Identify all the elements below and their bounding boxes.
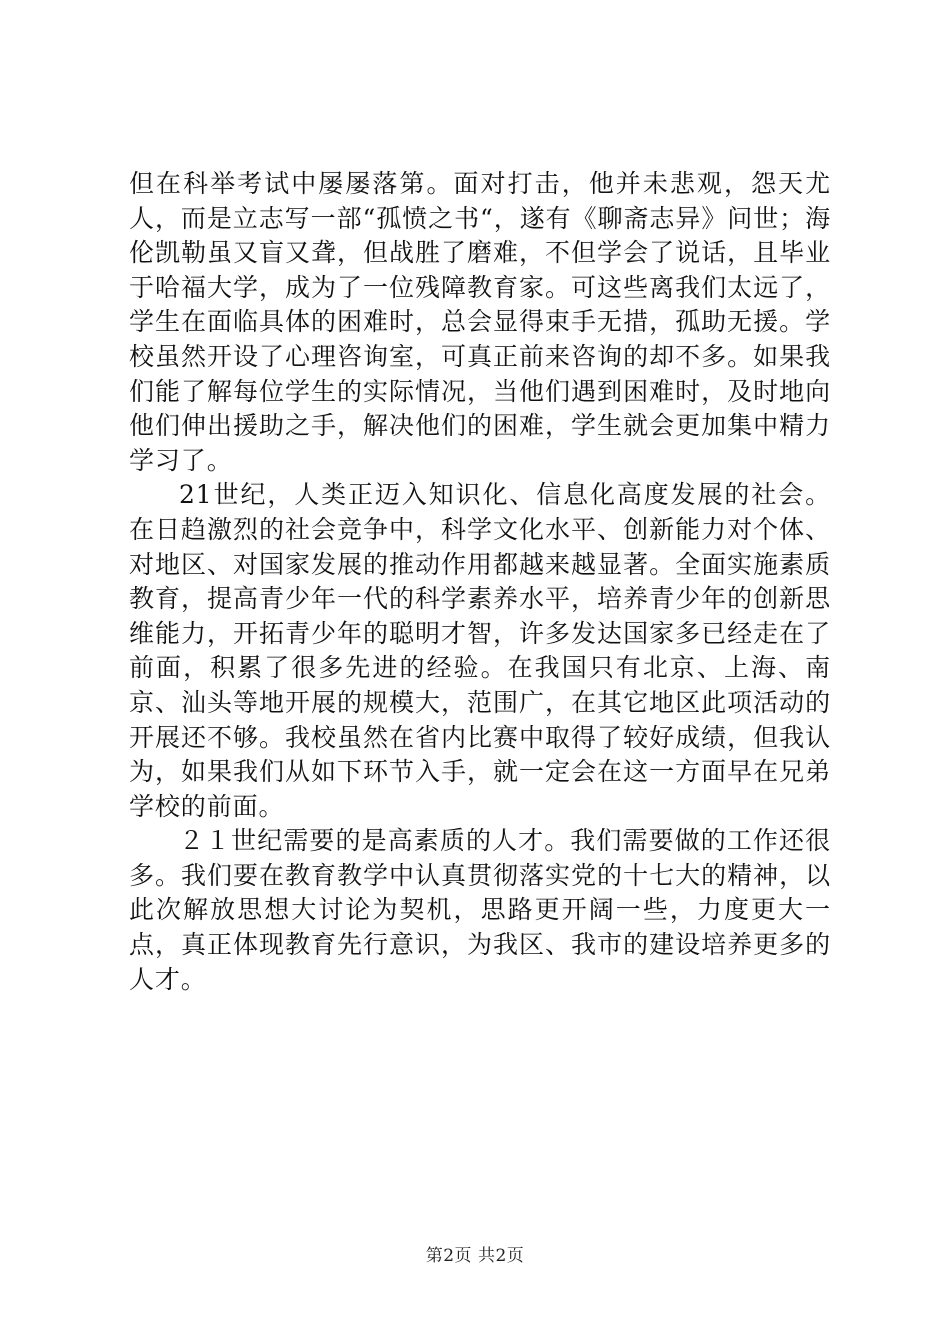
document-body <box>129 167 831 997</box>
paragraph-1: 但在科举考试中屡屡落第。面对打击，他并未悲观，怨天尤人，而是立志写一部“孤愤之书“，遂有《聊斋志异》问世；海伦凯勒虽又盲又聋，但战胜了磨难，不但学会了说话，且毕业于哈福大学，成为了一位残障教育家。可这些离我们太远了，学生在面临具体的困难时，总会显得束手无措，孤助无援。学校虽然开设了心理咨询室，可真正前来咨询的却不多。如果我们能了解每位学生的实际情况，当他们遇到困难时，及时地向他们伸出援助之手，解决他们的困难，学生就会更加集中精力学习了。 <box>129 169 831 475</box>
page-number-footer: 第2页 共2页 <box>425 1246 525 1266</box>
paragraph-2: 21世纪，人类正迈入知识化、信息化高度发展的社会。在日趋激烈的社会竞争中，科学文化水平、创新能力对个体、对地区、对国家发展的推动作用都越来越显著。全面实施素质教育，提高青少年一代的科学素养水平，培养青少年的创新思维能力，开拓青少年的聪明才智，许多发达国家多已经走在了前面，积累了很多先进的经验。在我国只有北京、上海、南京、汕头等地开展的规模大，范围广，在其它地区此项活动的开展还不够。我校虽然在省内比赛中取得了较好成绩，但我认为，如果我们从如下环节入手，就一定会在这一方面早在兄弟学校的前面。 <box>129 480 831 821</box>
paragraph-3: ２１世纪需要的是高素质的人才。我们需要做的工作还很多。我们要在教育教学中认真贯彻落实党的十七大的精神，以此次解放思想大讨论为契机，思路更开阔一些，力度更大一点，真正体现教育先行意识，为我区、我市的建设培养更多的人才。 <box>129 826 831 994</box>
